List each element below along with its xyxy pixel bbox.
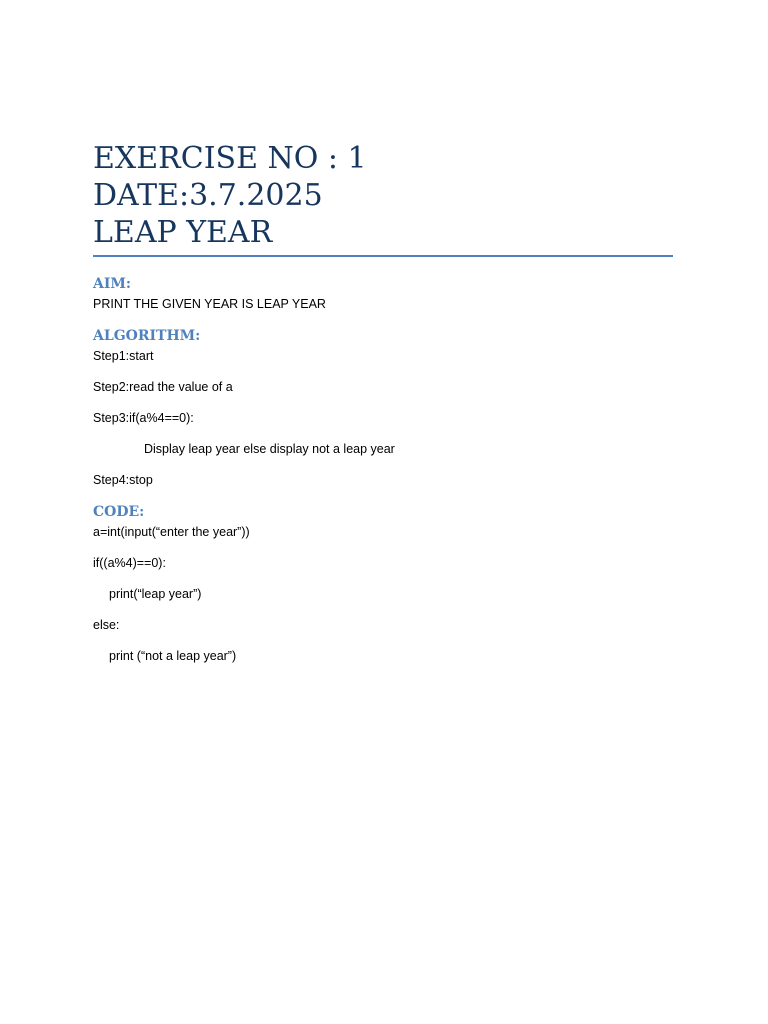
aim-text: PRINT THE GIVEN YEAR IS LEAP YEAR [93, 297, 326, 311]
code-heading: CODE: [93, 504, 145, 520]
algorithm-step: Step1:start [93, 349, 154, 363]
title-divider [93, 255, 673, 257]
code-line: a=int(input(“enter the year”)) [93, 525, 250, 539]
algorithm-step: Step3:if(a%4==0): [93, 411, 194, 425]
date-title: DATE:3.7.2025 [93, 178, 323, 213]
aim-heading: AIM: [93, 276, 132, 292]
code-line: else: [93, 618, 120, 632]
topic-title: LEAP YEAR [93, 215, 273, 250]
algorithm-step: Step2:read the value of a [93, 380, 233, 394]
algorithm-step: Step4:stop [93, 473, 153, 487]
code-line: if((a%4)==0): [93, 556, 166, 570]
exercise-number-title: EXERCISE NO : 1 [93, 141, 367, 176]
algorithm-heading: ALGORITHM: [93, 328, 201, 344]
code-line: print (“not a leap year”) [109, 649, 237, 663]
algorithm-step-detail: Display leap year else display not a leap year [144, 442, 395, 456]
code-line: print(“leap year”) [109, 587, 202, 601]
